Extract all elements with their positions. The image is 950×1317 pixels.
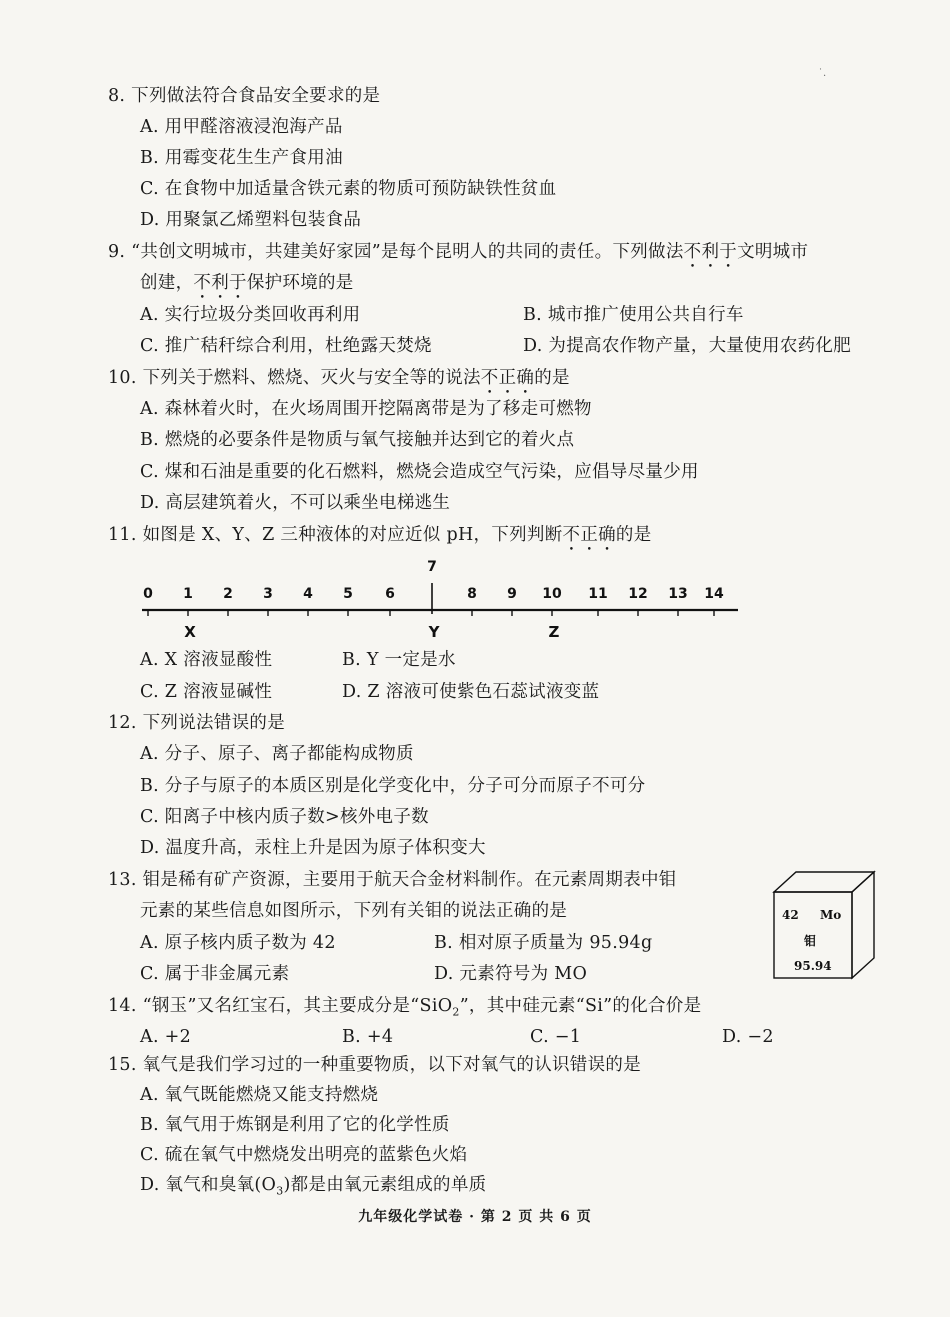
element-symbol: Mo	[820, 908, 842, 922]
q13-stem-line1: 13. 钼是稀有矿产资源，主要用于航天合金材料制作。在元素周期表中钼	[108, 870, 677, 890]
q14-option-d: D. −2	[722, 1027, 774, 1047]
ph-tick-label: 5	[343, 586, 353, 602]
q11-option-c: C. Z 溶液显碱性	[140, 682, 273, 702]
q14-option-c: C. −1	[530, 1027, 582, 1047]
ph-tick-label: 8	[467, 586, 477, 602]
q11-stem-emphasis: 不正确	[562, 525, 616, 545]
q12-option-a: A. 分子、原子、离子都能构成物质	[140, 744, 414, 764]
q10-option-d: D. 高层建筑着火，不可以乘坐电梯逃生	[140, 493, 451, 513]
ph-tick-label: 10	[542, 586, 562, 602]
q12-option-b: B. 分子与原子的本质区别是化学变化中，分子可分而原子不可分	[140, 776, 646, 796]
element-atomic-number: 42	[782, 908, 799, 922]
q12-option-c: C. 阳离子中核内质子数>核外电子数	[140, 807, 429, 827]
q10-option-a: A. 森林着火时，在火场周围开挖隔离带是为了移走可燃物	[140, 399, 592, 419]
q9-stem-line2	[140, 271, 354, 303]
q14-stem-subscript: 2	[452, 1005, 460, 1019]
cube-top-face	[774, 872, 874, 892]
ph-liquid-label: X	[184, 623, 196, 641]
ph-tick-label: 14	[704, 586, 724, 602]
ph-tick-label: 3	[263, 586, 273, 602]
q10-option-b: B. 燃烧的必要条件是物质与氧气接触并达到它的着火点	[140, 430, 575, 450]
q10-stem-emphasis: 不正确	[480, 368, 535, 388]
ph-tick-label: 7	[427, 559, 437, 575]
ph-tick-label: 12	[628, 586, 648, 602]
ph-tick-label: 4	[303, 586, 313, 602]
q11-stem-post: 的是	[615, 525, 652, 545]
q9-stem-line1	[108, 240, 808, 272]
q9-stem-emphasis: 不利于	[683, 242, 738, 262]
element-name: 钼	[804, 934, 817, 948]
q9-stem2-post: 保护环境的是	[246, 273, 354, 293]
q9-option-d: D. 为提高农作物产量，大量使用农药化肥	[523, 336, 852, 356]
q10-stem-post: 的是	[534, 368, 570, 388]
q11-stem-pre: 11. 如图是 X、Y、Z 三种液体的对应近似 pH，下列判断	[108, 525, 563, 545]
q9-stem-pre: 9. “共创文明城市，共建美好家园”是每个昆明人的共同的责任。下列做法	[108, 242, 684, 262]
q9-option-b: B. 城市推广使用公共自行车	[523, 305, 744, 325]
q10-stem	[108, 366, 570, 398]
q13-stem-line2: 元素的某些信息如图所示，下列有关钼的说法正确的是	[140, 901, 568, 921]
q15-option-c: C. 硫在氧气中燃烧发出明亮的蓝紫色火焰	[140, 1145, 468, 1165]
page-footer: 九年级化学试卷 · 第 2 页 共 6 页	[358, 1209, 592, 1225]
q15-option-d-subscript: 3	[276, 1184, 284, 1198]
q13-option-a: A. 原子核内质子数为 42	[140, 933, 336, 953]
q14-stem-pre: 14. “钢玉”又名红宝石，其主要成分是“SiO	[108, 996, 453, 1016]
q15-option-d	[140, 1173, 486, 1204]
q14-stem	[108, 994, 701, 1025]
ph-tick-label: 6	[385, 586, 395, 602]
q11-option-a: A. X 溶液显酸性	[140, 650, 273, 670]
q9-stem2-emphasis: 不利于	[193, 273, 247, 293]
q8-option-d: D. 用聚氯乙烯塑料包装食品	[140, 210, 362, 230]
q8-option-b: B. 用霉变花生生产食用油	[140, 148, 343, 168]
q8-option-a: A. 用甲醛溶液浸泡海产品	[140, 117, 343, 137]
q9-stem2-pre: 创建，	[140, 273, 194, 293]
q15-option-a: A. 氧气既能燃烧又能支持燃烧	[140, 1085, 379, 1105]
ph-scale-figure	[138, 555, 738, 655]
ph-tick-label: 2	[223, 586, 233, 602]
q15-option-d-post: )都是由氧元素组成的单质	[283, 1175, 487, 1195]
q14-option-a: A. +2	[140, 1027, 192, 1047]
scan-mark: ˙.	[818, 68, 827, 79]
q15-stem: 15. 氧气是我们学习过的一种重要物质，以下对氧气的认识错误的是	[108, 1055, 641, 1075]
ph-tick-label: 9	[507, 586, 517, 602]
q8-stem: 8. 下列做法符合食品安全要求的是	[108, 86, 381, 106]
element-cell-svg	[768, 868, 878, 988]
q15-option-b: B. 氧气用于炼钢是利用了它的化学性质	[140, 1115, 450, 1135]
element-mass: 95.94	[794, 959, 832, 973]
q9-stem-post: 文明城市	[737, 242, 809, 262]
ph-tick-label: 1	[183, 586, 193, 602]
q15-option-d-pre: D. 氧气和臭氧(O	[140, 1175, 277, 1195]
q14-stem-post: ”，其中硅元素“Si”的化合价是	[459, 996, 702, 1016]
q11-stem	[108, 523, 652, 555]
ph-tick-label: 0	[143, 586, 153, 602]
q9-option-c: C. 推广秸秆综合利用，杜绝露天焚烧	[140, 336, 432, 356]
ph-tick-label: 13	[668, 586, 688, 602]
q13-option-c: C. 属于非金属元素	[140, 964, 290, 984]
ph-liquid-label: Z	[548, 623, 560, 641]
q10-option-c: C. 煤和石油是重要的化石燃料，燃烧会造成空气污染，应倡导尽量少用	[140, 462, 699, 482]
ph-liquid-label: Y	[428, 623, 440, 641]
q11-option-d: D. Z 溶液可使紫色石蕊试液变蓝	[342, 682, 600, 702]
element-cell-figure	[768, 868, 878, 988]
q10-stem-pre: 10. 下列关于燃料、燃烧、灭火与安全等的说法	[108, 368, 481, 388]
ph-scale-svg	[138, 555, 738, 655]
q13-option-d: D. 元素符号为 MO	[434, 964, 588, 984]
q13-option-b: B. 相对原子质量为 95.94g	[434, 933, 653, 953]
q9-option-a: A. 实行垃圾分类回收再利用	[140, 305, 361, 325]
q12-option-d: D. 温度升高，汞柱上升是因为原子体积变大	[140, 838, 486, 858]
ph-tick-label: 11	[588, 586, 608, 602]
q14-option-b: B. +4	[342, 1027, 394, 1047]
q8-option-c: C. 在食物中加适量含铁元素的物质可预防缺铁性贫血	[140, 179, 557, 199]
q11-option-b: B. Y 一定是水	[342, 650, 456, 670]
q12-stem: 12. 下列说法错误的是	[108, 713, 285, 733]
cube-side-face	[852, 872, 874, 978]
